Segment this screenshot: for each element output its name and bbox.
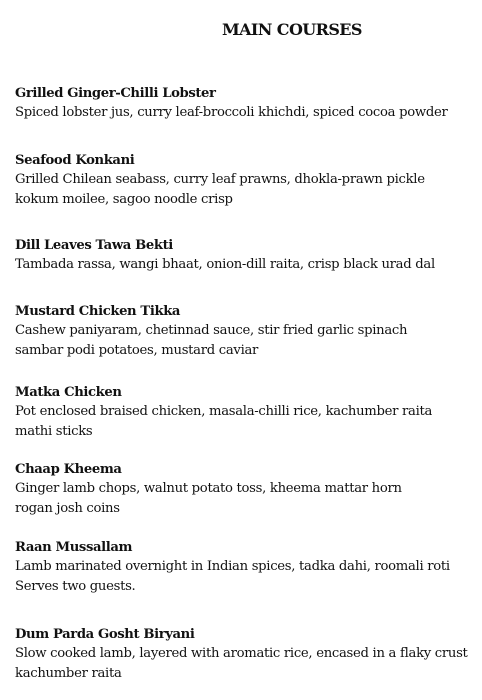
dish-description: Pot enclosed braised chicken, masala-chilli rice, kachumber raita — [15, 404, 433, 419]
dish-description: rogan josh coins — [15, 500, 120, 516]
dish-name: Seafood Konkani — [15, 153, 135, 168]
menu-item — [15, 84, 475, 123]
dish-name: Chaap Kheema — [15, 462, 122, 477]
dish-name: Grilled Ginger-Chilli Lobster — [15, 86, 216, 101]
dish-description: sambar podi potatoes, mustard caviar — [15, 342, 259, 358]
dish-description: mathi sticks — [15, 423, 93, 439]
page-title: MAIN COURSES — [222, 20, 362, 39]
dish-name: Matka Chicken — [15, 385, 122, 400]
dish-description: kokum moilee, sagoo noodle crisp — [15, 191, 233, 207]
menu-item — [15, 538, 475, 596]
dish-description: Ginger lamb chops, walnut potato toss, kheema mattar horn — [15, 481, 402, 496]
dish-name: Mustard Chicken Tikka — [15, 304, 181, 319]
menu-item — [15, 151, 475, 209]
menu-item — [15, 302, 475, 360]
menu-item — [15, 460, 475, 518]
dish-name: Dill Leaves Tawa Bekti — [15, 238, 173, 253]
dish-description: Spiced lobster jus, curry leaf-broccoli khichdi, spiced cocoa powder — [15, 105, 448, 120]
dish-description: Slow cooked lamb, layered with aromatic rice, encased in a flaky crust — [15, 646, 468, 661]
dish-description: Tambada rassa, wangi bhaat, onion-dill raita, crisp black urad dal — [15, 257, 435, 272]
dish-name: Dum Parda Gosht Biryani — [15, 627, 195, 642]
dish-description: Cashew paniyaram, chetinnad sauce, stir fried garlic spinach — [15, 323, 408, 338]
dish-name: Raan Mussallam — [15, 540, 133, 555]
dish-description: Serves two guests. — [15, 578, 136, 594]
dish-description: kachumber raita — [15, 665, 122, 681]
menu-item — [15, 383, 475, 441]
menu-item — [15, 625, 475, 683]
dish-description: Grilled Chilean seabass, curry leaf prawns, dhokla-prawn pickle — [15, 172, 425, 187]
dish-description: Lamb marinated overnight in Indian spices, tadka dahi, roomali roti — [15, 559, 450, 574]
menu-item — [15, 236, 475, 275]
